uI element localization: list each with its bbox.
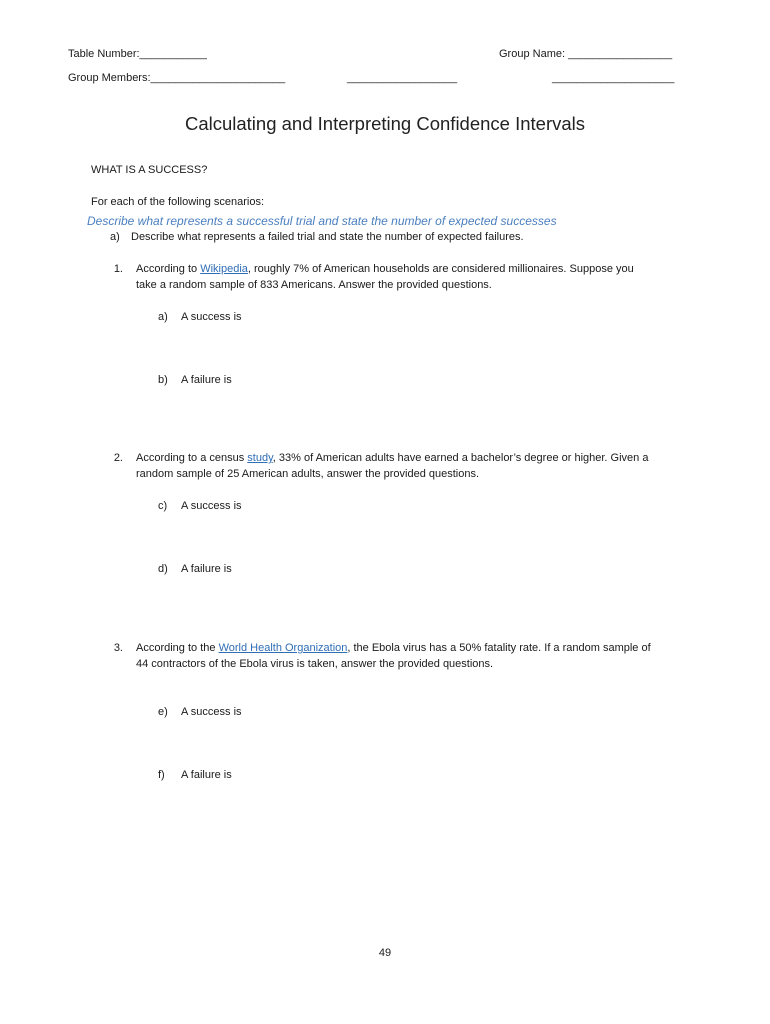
- page-title: Calculating and Interpreting Confidence Intervals: [184, 113, 586, 134]
- sub-d-marker: d): [158, 563, 168, 575]
- sub-c-marker: c): [158, 500, 168, 512]
- instruction-failure: Describe what represents a failed trial and state the number of expected failures.: [131, 231, 524, 243]
- page-number: 49: [378, 947, 392, 959]
- sub-b-text: A failure is: [181, 374, 232, 386]
- group-members-line-middle: __________________: [347, 72, 458, 84]
- question-3-number: 3.: [113, 642, 123, 654]
- question-1-line2: take a random sample of 833 Americans. Answer the provided questions.: [136, 279, 492, 291]
- group-name-label: Group Name: _________________: [499, 48, 673, 60]
- sub-f-marker: f): [158, 769, 165, 781]
- sub-e-marker: e): [158, 706, 168, 718]
- sub-d-text: A failure is: [181, 563, 232, 575]
- group-members-line-right: ____________________: [552, 72, 675, 84]
- sub-e-text: A success is: [181, 706, 242, 718]
- study-link[interactable]: study: [247, 452, 273, 464]
- sub-f-text: A failure is: [181, 769, 232, 781]
- group-members-label: Group Members:______________________: [68, 72, 286, 84]
- wikipedia-link[interactable]: Wikipedia: [200, 263, 248, 275]
- who-link[interactable]: World Health Organization: [218, 642, 348, 654]
- sub-c-text: A success is: [181, 500, 242, 512]
- question-1-line1: According to Wikipedia, roughly 7% of American households are considered millionaires. Suppose you: [136, 263, 634, 275]
- question-2-line1: According to a census study, 33% of American adults have earned a bachelor’s degree or higher. Given a: [136, 452, 649, 464]
- instruction-success: Describe what represents a successful trial and state the number of expected successes: [87, 214, 557, 228]
- section-heading: WHAT IS A SUCCESS?: [91, 164, 208, 176]
- question-1-number: 1.: [113, 263, 123, 275]
- sub-b-marker: b): [158, 374, 168, 386]
- intro-text: For each of the following scenarios:: [91, 196, 265, 208]
- instruction-a-marker: a): [110, 231, 120, 243]
- question-2-line2: random sample of 25 American adults, answer the provided questions.: [136, 468, 480, 480]
- table-number-label: Table Number:___________: [68, 48, 207, 60]
- sub-a-marker: a): [158, 311, 168, 323]
- question-3-line2: 44 contractors of the Ebola virus is taken, answer the provided questions.: [136, 658, 494, 670]
- sub-a-text: A success is: [181, 311, 242, 323]
- question-2-number: 2.: [113, 452, 123, 464]
- question-3-line1: According to the World Health Organization, the Ebola virus has a 50% fatality rate. If a random sample of: [136, 642, 651, 654]
